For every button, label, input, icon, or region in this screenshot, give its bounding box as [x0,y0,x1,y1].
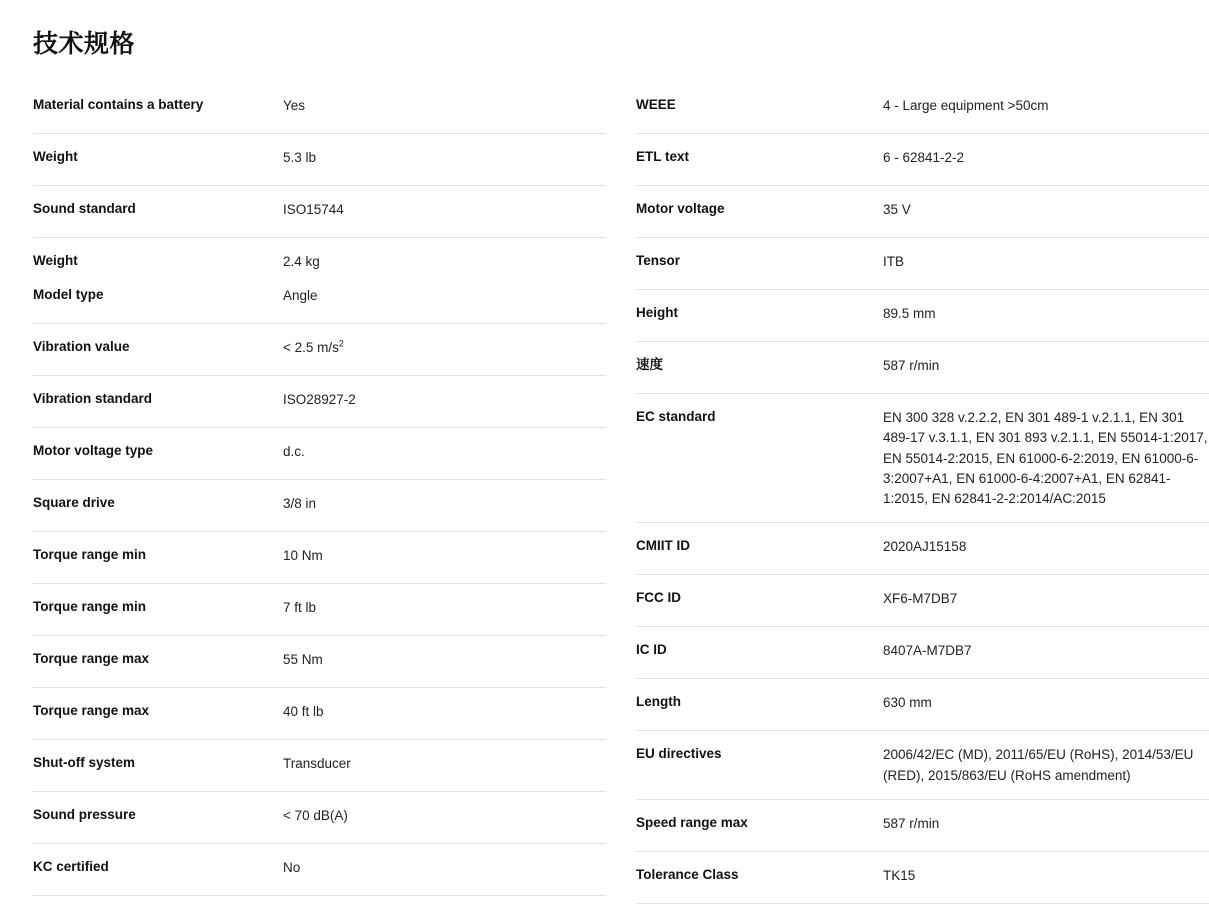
spec-page [0,24,1209,904]
spec-label: EU directives [636,746,722,762]
spec-row [636,731,1209,800]
spec-row [636,852,1209,904]
spec-label: FCC ID [636,590,681,606]
spec-row [33,280,606,324]
spec-row [33,82,606,134]
spec-row [636,290,1209,342]
spec-value: 8407A-M7DB7 [883,643,972,659]
spec-row [636,627,1209,679]
spec-row [636,679,1209,731]
spec-row [33,480,606,532]
spec-label: CMIIT ID [636,538,690,554]
spec-row [33,324,606,376]
spec-label: Weight [33,149,78,164]
spec-row [33,238,606,280]
spec-row [636,186,1209,238]
spec-row [33,134,606,186]
spec-value: Angle [283,288,318,303]
spec-value: 587 r/min [883,815,940,831]
spec-value: 7 ft lb [283,600,317,615]
spec-value: 10 Nm [283,548,323,563]
spec-column-left [0,82,606,904]
spec-label: Vibration value [33,339,130,354]
spec-value: 89.5 mm [883,306,936,321]
spec-label: Motor voltage type [33,443,154,458]
spec-value: < 70 dB(A) [283,808,348,823]
spec-columns [0,82,1209,904]
spec-label: Motor voltage [636,201,725,216]
spec-value: Yes [283,98,306,113]
spec-label: Square drive [33,495,115,510]
spec-row [636,800,1209,852]
spec-row [636,575,1209,627]
spec-value: ITB [883,254,905,269]
spec-value: d.c. [283,444,305,459]
spec-value: 40 ft lb [283,704,324,719]
spec-label: Sound standard [33,201,136,216]
spec-label: Torque range max [33,651,150,666]
spec-value: 2020AJ15158 [883,539,967,555]
spec-label: Vibration standard [33,391,153,406]
spec-label: IC ID [636,642,667,658]
spec-label: Torque range max [33,703,150,718]
spec-row [33,688,606,740]
spec-row [33,428,606,480]
spec-row [636,342,1209,394]
spec-row [636,82,1209,134]
spec-value: 55 Nm [283,652,323,667]
spec-value: TK15 [883,867,916,883]
spec-label: EC standard [636,409,716,424]
spec-label: Weight [33,253,78,268]
spec-row [33,186,606,238]
spec-row [636,134,1209,186]
spec-value: 5.3 lb [283,150,317,165]
spec-label: ETL text [636,149,690,164]
spec-label: Speed range max [636,814,748,830]
spec-label: Material contains a battery [33,97,204,112]
spec-row [33,792,606,844]
spec-value: 630 mm [883,695,932,711]
spec-label: Height [636,305,678,320]
spec-label: WEEE [636,97,676,112]
spec-value: ISO28927-2 [283,392,356,407]
spec-value: 587 r/min [883,358,940,373]
spec-value: < 2.5 $m/s^2$ [283,338,344,355]
spec-value: 2006/42/EC (MD), 2011/65/EU (RoHS), 2014/53/EU (RED), 2015/863/EU (RoHS amendment) [883,747,1194,783]
page-title: 技术规格 [33,30,136,58]
spec-row [33,584,606,636]
spec-label: Torque range min [33,547,147,562]
spec-value: ISO15744 [283,202,344,217]
spec-value: 6 - 62841-2-2 [883,150,965,165]
spec-value: Transducer [283,756,351,771]
spec-value: No [283,860,301,875]
spec-value: 35 V [883,202,911,217]
spec-column-right [606,82,1209,904]
spec-label: 速度 [636,357,663,372]
spec-label: Model type [33,287,104,302]
spec-label: Shut-off system [33,755,136,770]
spec-value: 3/8 in [283,496,317,511]
spec-label: Length [636,694,681,710]
spec-value: 4 - Large equipment >50cm [883,98,1049,113]
spec-row [33,740,606,792]
spec-row [33,636,606,688]
spec-value: EN 300 328 v.2.2.2, EN 301 489-1 v.2.1.1, EN 301 489-17 v.3.1.1, EN 301 893 v.2.1.1, EN 55014-1:2017, EN 55014-2:2015, EN 61000-6-2:2019, EN 61000-6-3:2007+A1, EN 61000-6-4:2007+A1, EN 62841-1:2015, EN 62841-2-2:2014/AC:2015 [883,410,1208,506]
spec-label: KC certified [33,859,109,874]
spec-row [636,394,1209,523]
spec-row [33,532,606,584]
spec-label: Tensor [636,253,681,268]
spec-label: Sound pressure [33,807,136,822]
spec-row [636,238,1209,290]
spec-row [33,844,606,896]
spec-row [636,523,1209,575]
spec-label: Torque range min [33,599,147,614]
spec-label: Tolerance Class [636,866,739,882]
spec-value: 2.4 kg [283,254,320,269]
spec-value: XF6-M7DB7 [883,591,958,607]
spec-row [33,376,606,428]
